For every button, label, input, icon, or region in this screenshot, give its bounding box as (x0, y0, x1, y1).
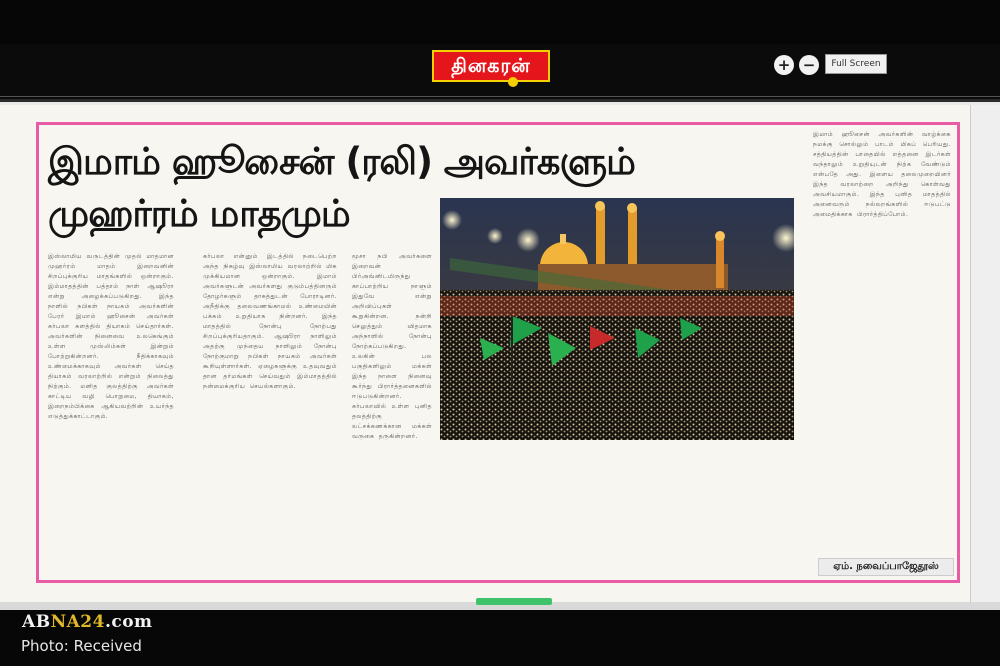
watermark-prefix: AB (22, 612, 51, 632)
zoom-in-button[interactable]: + (774, 55, 794, 75)
dinakaran-logo[interactable] (432, 50, 550, 82)
page-indicator-tab[interactable] (476, 598, 552, 605)
photo-credit: Photo: Received (21, 637, 142, 655)
column-3-text: மூசா நபி அவர்களை இறைவன் பிர்அவ்னிடமிருந்து காப்பாற்றிய நாளும் இதுவே என்று அறிவிப்புகள் கூறுகின்றன. நன்றி செலுத்தும் விதமாக அந்நாளில் நோன்பு நோற்கப்படுகிறது. உலகின் பல பகுதிகளிலும் மக்கள் இந்த நாளை நினைவு கூர்ந்து பிரார்த்தனைகளில் ஈடுபடுகின்றனர். கர்பலாவில் உள்ள புனித தலத்திற்கு லட்சக்கணக்கான மக்கள் வருகை தருகின்றனர். (352, 253, 432, 440)
karbala-shrine-photo (440, 198, 794, 440)
toolbar-divider (0, 96, 1000, 97)
headline-line-1: இமாம் ஹூசைன் (ரலி) அவர்களும் (48, 140, 635, 183)
browser-top-bar (0, 0, 1000, 44)
watermark-accent: NA24 (50, 612, 105, 632)
column-1-text: இஸ்லாமிய வருடத்தின் முதல் மாதமான முஹர்ரம் மாதம் இறைவனின் சிறப்புக்குரிய மாதங்களில் ஒன்றாகும். இம்மாதத்தின் பத்தாம் நாள் ஆஷூரா என்று அழைக்கப்படுகிறது. இந்த நாளில் நபிகள் நாயகம் அவர்களின் பேரர் இமாம் ஹூசைன் அவர்கள் கர்பலா களத்தில் தியாகம் செய்தார்கள். அவர்களின் நினைவை உலகெங்கும் உள்ள முஸ்லிம்கள் இன்றும் போற்றுகின்றனர். நீதிக்காகவும் உண்மைக்காகவும் அவர்கள் செய்த தியாகம் வரலாற்றில் என்றும் நிலைத்து நிற்கும். மனித குலத்திற்கு அவர்கள் காட்டிய வழி பொறுமை, தியாகம், இறைநம்பிக்கை ஆகியவற்றின் உயர்ந்த எடுத்துக்காட்டாகும். (48, 253, 174, 420)
logo-sun-icon (508, 77, 518, 87)
column-4-text: இமாம் ஹூசைன் அவர்களின் வாழ்க்கை நமக்கு சொல்லும் பாடம் மிகப் பெரியது. சத்தியத்தின் பாதையில் எத்தனை இடர்கள் வந்தாலும் உறுதியுடன் நிற்க வேண்டும் என்பதே அது. இளைய தலைமுறையினர் இந்த வரலாற்றை அறிந்து கொள்வது அவசியமாகும். இந்த புனித மாதத்தில் அனைவரும் நல்லறங்களில் ஈடுபட்டு அமைதிக்காக பிரார்த்திப்போம். (813, 131, 951, 218)
full-screen-button[interactable]: Full Screen (825, 54, 887, 74)
headline-line-2: முஹர்ரம் மாதமும் (48, 192, 350, 235)
article-column-3 (352, 252, 432, 447)
abna24-watermark (22, 612, 153, 632)
vertical-scrollbar[interactable] (970, 105, 1000, 602)
shrine-crowd-image (440, 198, 794, 440)
article-byline: ஏம். நவைப்பாஜேதூஸ் (818, 558, 954, 576)
article-column-2 (203, 252, 337, 397)
watermark-suffix: .com (104, 612, 153, 632)
zoom-out-button[interactable]: − (799, 55, 819, 75)
article-column-4 (813, 130, 951, 225)
article-column-1 (48, 252, 174, 427)
column-2-text: கர்பலா என்னும் இடத்தில் நடைபெற்ற அந்த நிகழ்வு இஸ்லாமிய வரலாற்றில் மிக முக்கியமான ஒன்றாகும். இமாம் அவர்களுடன் அவர்களது குடும்பத்தினரும் தோழர்களும் தாகத்துடன் போராடினர். அநீதிக்கு தலைவணங்காமல் உண்மையின் பக்கம் உறுதியாக நின்றனர். இந்த மாதத்தில் நோன்பு நோற்பது சிறப்புக்குரியதாகும். ஆஷூரா நாளிலும் அதற்கு முந்தைய நாளிலும் நோன்பு நோற்குமாறு நபிகள் நாயகம் அவர்கள் கூறியுள்ளார்கள். ஏழைகளுக்கு உதவுவதும் தான தர்மங்கள் செய்வதும் இம்மாதத்தில் நன்மைக்குரிய செயல்களாகும். (203, 253, 337, 390)
logo-text: தினகரன் (451, 55, 531, 77)
